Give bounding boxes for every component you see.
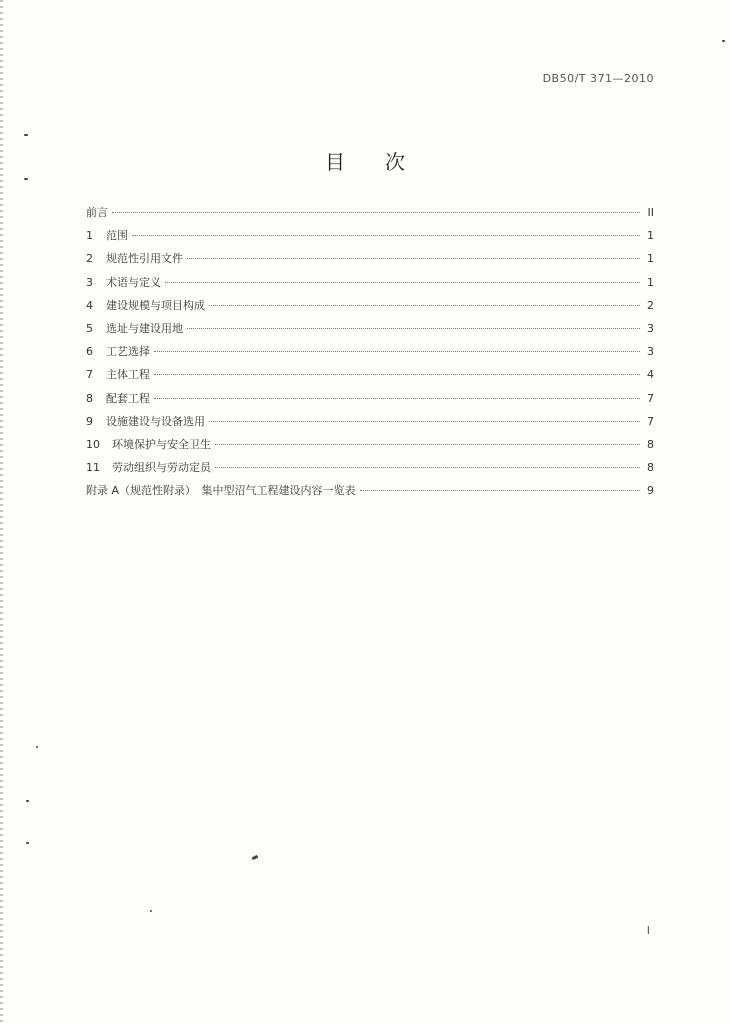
toc-number: 4 <box>86 298 93 312</box>
toc-leader-dots <box>154 374 640 375</box>
toc-number: 8 <box>86 391 93 405</box>
toc-entry-appendix-a[interactable] <box>86 482 654 505</box>
toc-page-number: II <box>647 206 654 219</box>
toc-page-number: 3 <box>647 321 654 335</box>
scan-speck <box>252 855 259 860</box>
title-char-1: 目 <box>325 150 345 174</box>
toc-number: 11 <box>86 461 100 475</box>
toc-leader-dots <box>154 351 640 352</box>
toc-page-number: 9 <box>647 484 654 498</box>
toc-entry-4[interactable] <box>86 297 654 320</box>
scan-speck <box>26 800 29 802</box>
toc-leader-dots <box>360 490 640 491</box>
toc-leader-dots <box>209 305 640 306</box>
toc-page-number: 3 <box>647 345 654 359</box>
toc-leader-dots <box>215 467 640 468</box>
toc-leader-dots <box>165 282 640 283</box>
toc-leader-dots <box>187 258 640 259</box>
title-char-2: 次 <box>385 150 405 174</box>
toc-entry-8[interactable] <box>86 390 654 413</box>
toc-number: 9 <box>86 414 93 428</box>
toc-page-number: 7 <box>647 391 654 405</box>
standard-code: DB50/T 371—2010 <box>542 72 654 85</box>
toc-entry-11[interactable] <box>86 459 654 482</box>
scan-speck <box>26 842 29 844</box>
scan-speck <box>36 746 38 748</box>
toc-label: 工艺选择 <box>106 345 150 359</box>
toc-entry-2[interactable] <box>86 250 654 273</box>
toc-page-number: 7 <box>647 414 654 428</box>
toc-number: 1 <box>86 229 93 243</box>
toc-number: 2 <box>86 252 93 266</box>
toc-label: 主体工程 <box>106 368 150 382</box>
toc-page-number: 1 <box>647 275 654 289</box>
toc-number: 10 <box>86 437 100 451</box>
toc-number: 6 <box>86 345 93 359</box>
toc-entry-preface[interactable] <box>86 204 654 227</box>
toc-number: 3 <box>86 275 93 289</box>
toc-label: 设施建设与设备选用 <box>106 414 205 428</box>
toc-number: 7 <box>86 368 93 382</box>
toc-leader-dots <box>209 421 640 422</box>
toc-leader-dots <box>215 444 640 445</box>
toc-entry-1[interactable] <box>86 227 654 250</box>
toc-label: 术语与定义 <box>106 275 161 289</box>
toc-entry-3[interactable] <box>86 274 654 297</box>
toc-label: 配套工程 <box>106 391 150 405</box>
scan-speck <box>722 40 725 42</box>
toc-entry-6[interactable] <box>86 343 654 366</box>
scan-speck <box>24 178 28 180</box>
toc-label: 附录 A（规范性附录） 集中型沼气工程建设内容一览表 <box>86 484 356 498</box>
scan-speck <box>150 910 152 912</box>
toc-leader-dots <box>187 328 640 329</box>
toc-page-number: 8 <box>647 461 654 475</box>
scan-speck <box>24 134 28 136</box>
toc-leader-dots <box>112 212 640 213</box>
toc-label: 建设规模与项目构成 <box>106 298 205 312</box>
toc-label: 选址与建设用地 <box>106 321 183 335</box>
table-of-contents <box>86 204 654 505</box>
toc-page-number: 1 <box>647 252 654 266</box>
toc-entry-10[interactable] <box>86 436 654 459</box>
toc-label: 前言 <box>86 206 108 219</box>
toc-entry-5[interactable] <box>86 320 654 343</box>
toc-label: 规范性引用文件 <box>106 252 183 266</box>
toc-page-number: 4 <box>647 368 654 382</box>
page-title <box>0 146 730 175</box>
toc-leader-dots <box>132 235 640 236</box>
toc-page-number: 1 <box>647 229 654 243</box>
toc-page-number: 2 <box>647 298 654 312</box>
toc-page-number: 8 <box>647 437 654 451</box>
page-number: I <box>646 924 650 937</box>
toc-entry-7[interactable] <box>86 366 654 389</box>
toc-label: 劳动组织与劳动定员 <box>112 461 211 475</box>
toc-leader-dots <box>154 398 640 399</box>
toc-label: 范围 <box>106 229 128 243</box>
toc-label: 环境保护与安全卫生 <box>112 437 211 451</box>
toc-number: 5 <box>86 321 93 335</box>
toc-entry-9[interactable] <box>86 413 654 436</box>
